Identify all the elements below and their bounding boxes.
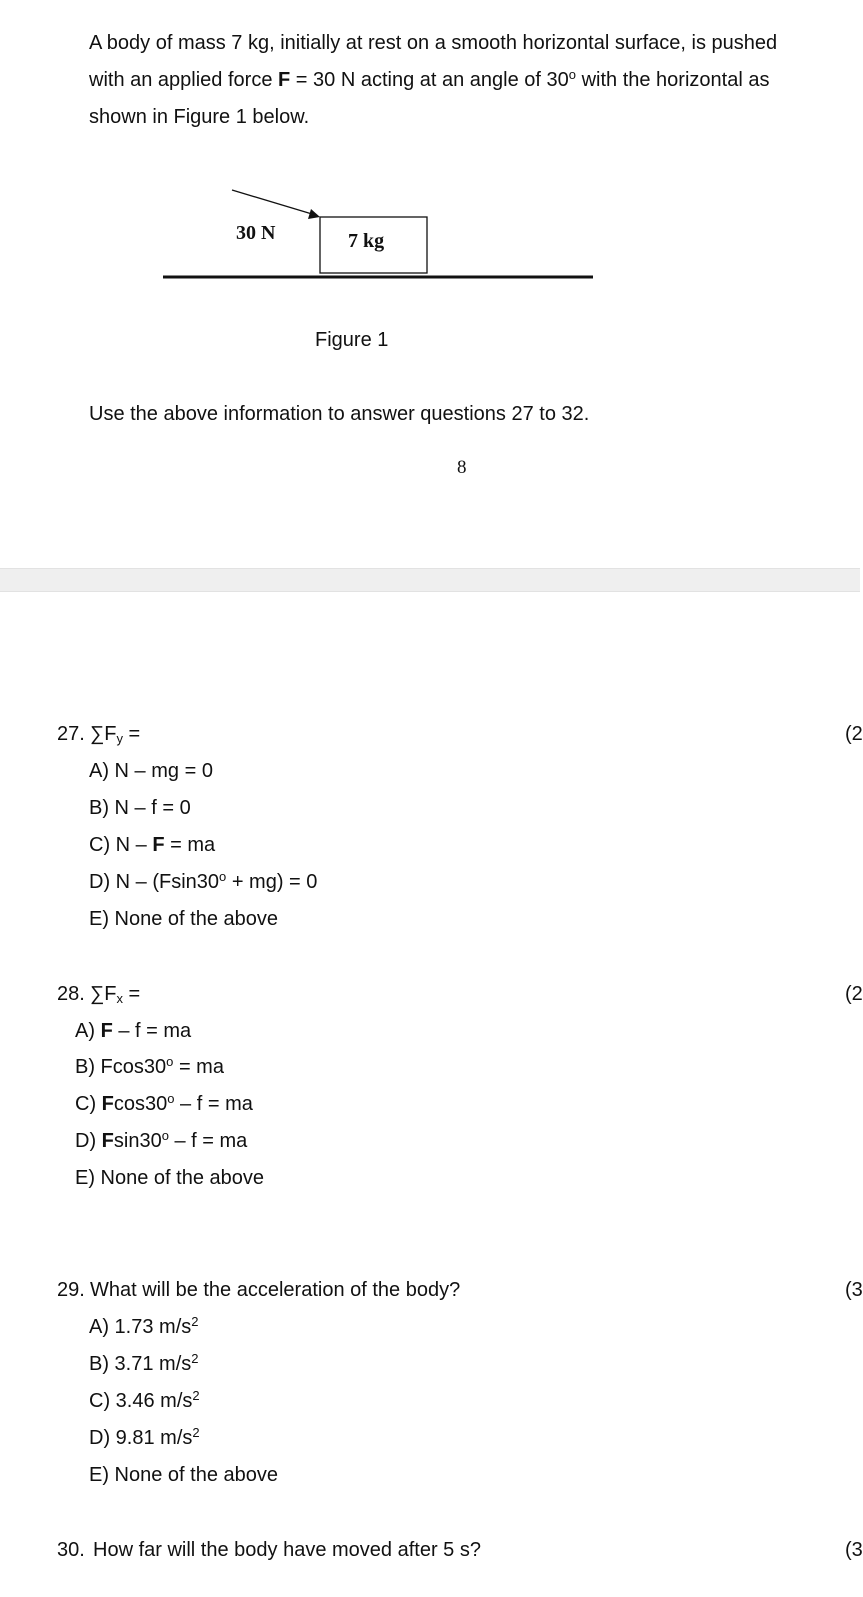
q27-number: 27. [57,723,85,745]
q27-option-b[interactable]: B) N – f = 0 [89,797,191,819]
q28-option-e[interactable]: E) None of the above [75,1167,265,1189]
figure-1-diagram [0,180,860,290]
instruction-text: Use the above information to answer questions 27 to 32. [89,403,590,425]
q27-option-d[interactable]: D) $N - (Fsin30^o + mg) = 0$ [89,869,318,893]
intro-line-3: shown in Figure 1 below. [89,106,310,128]
q27-option-e[interactable]: E) None of the above [89,908,279,930]
q29-number: 29. [57,1279,85,1301]
q27-marks: (2 [845,723,863,745]
q28-option-d[interactable]: D) Fsin30$^o$ – f = ma [75,1128,248,1152]
q28-option-c[interactable]: C) Fcos30$^o$ – f = ma [75,1091,253,1115]
q30-marks: (3 [845,1539,863,1561]
force-label: 30 N [236,222,276,244]
q29-option-e[interactable]: E) None of the above [89,1464,279,1486]
figure-caption: Figure 1 [315,329,389,351]
page-separator [0,568,860,592]
q28-number: 28. [57,983,85,1005]
page-number: 8 [457,457,467,478]
q27-question: $\sum F_y$ = [90,723,141,746]
q29-question: What will be the acceleration of the body? [90,1279,461,1301]
q29-option-c[interactable]: C) 3.46 $m/s^2$ [89,1388,200,1412]
q28-option-b[interactable]: B) $Fcos30^o$ = ma [75,1054,224,1078]
force-arrow-line [232,190,312,214]
force-arrowhead [308,209,320,219]
q29-option-b[interactable]: B) 3.71 $m/s^2$ [89,1351,199,1375]
mass-label: 7 kg [348,230,385,252]
q29-option-a[interactable]: A) 1.73 $m/s^2$ [89,1314,199,1338]
intro-line-2: with an applied force F = 30 N acting at an angle of 30$^o$ with the horizontal as [89,67,770,91]
q30-question: How far will the body have moved after 5 s? [93,1539,481,1561]
q28-marks: (2 [845,983,863,1005]
q29-marks: (3 [845,1279,863,1301]
q27-option-c[interactable]: C) N – F = ma [89,834,216,856]
q28-question: $\sum F_x$ = [90,983,141,1006]
intro-line-1: A body of mass 7 kg, initially at rest on a smooth horizontal surface, is pushed [89,32,778,54]
q30-number: 30. [57,1539,85,1561]
q27-option-a[interactable]: A) N – mg = 0 [89,760,213,782]
q29-option-d[interactable]: D) 9.81 $m/s^2$ [89,1425,200,1449]
q28-option-a[interactable]: A) F – f = ma [75,1020,192,1042]
